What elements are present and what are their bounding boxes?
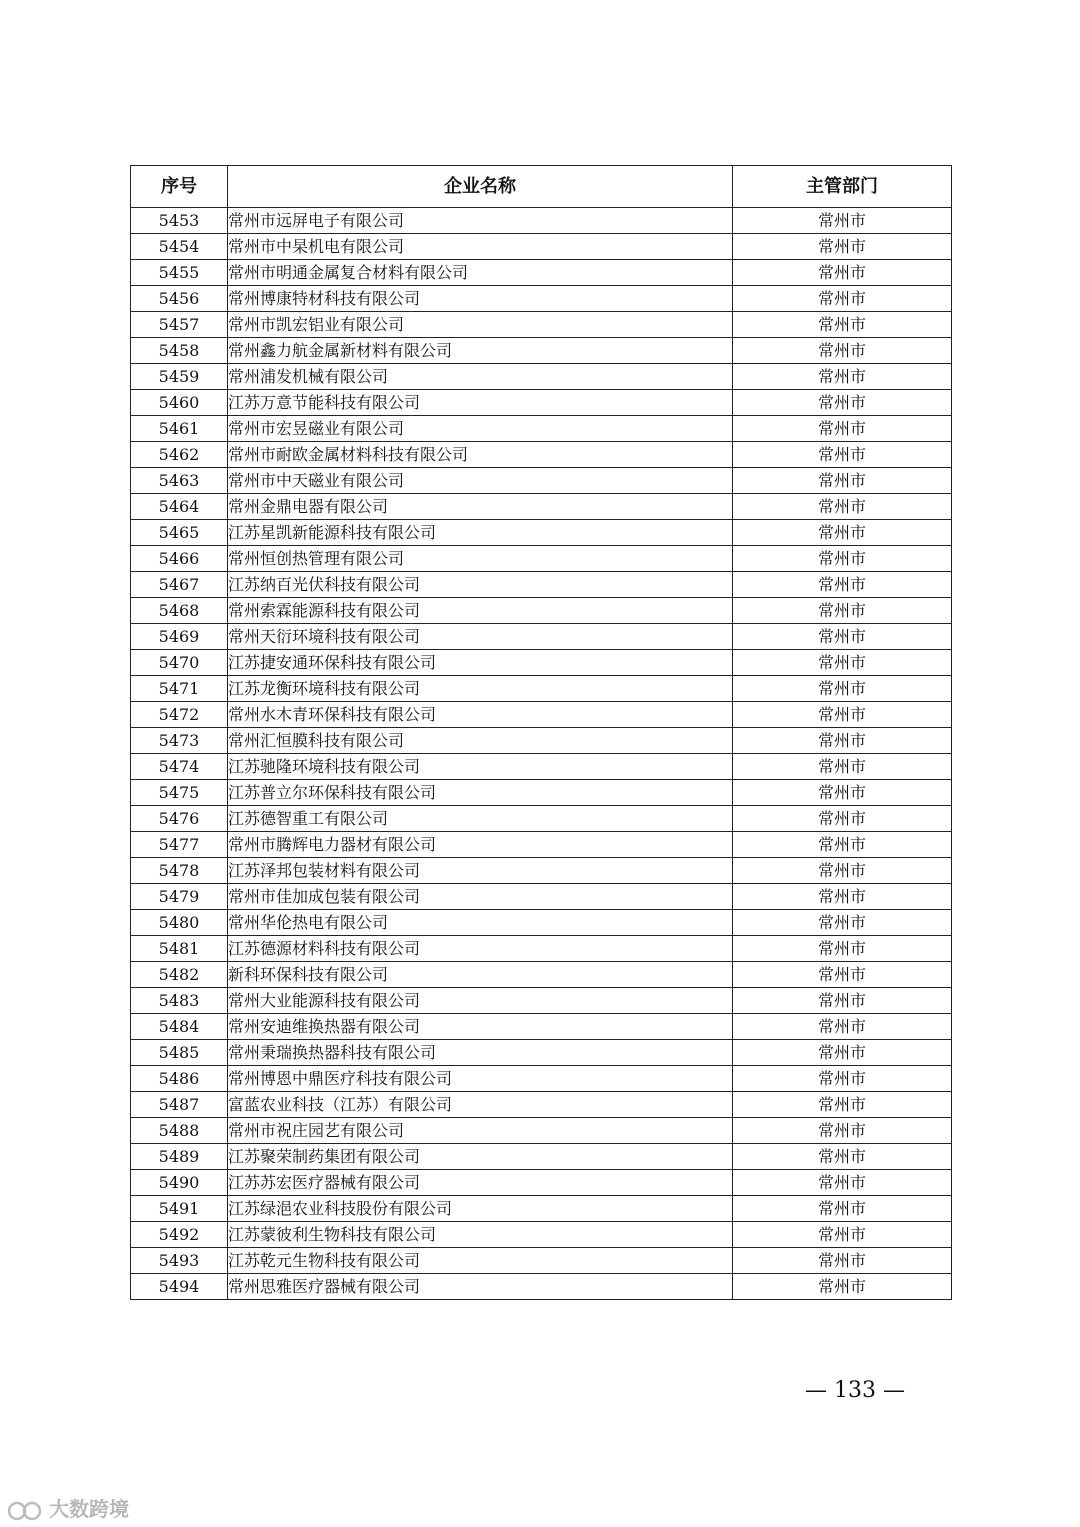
watermark-logo-icon xyxy=(8,1500,42,1522)
cell-department: 常州市 xyxy=(733,858,952,884)
cell-company-name: 江苏捷安通环保科技有限公司 xyxy=(228,650,733,676)
cell-department: 常州市 xyxy=(733,1222,952,1248)
cell-company-name: 富蓝农业科技（江苏）有限公司 xyxy=(228,1092,733,1118)
watermark xyxy=(8,1493,129,1522)
cell-department: 常州市 xyxy=(733,442,952,468)
table-row xyxy=(131,1222,952,1248)
cell-index: 5464 xyxy=(131,494,228,520)
cell-company-name: 江苏绿浥农业科技股份有限公司 xyxy=(228,1196,733,1222)
cell-company-name: 常州市耐欧金属材料科技有限公司 xyxy=(228,442,733,468)
table-row xyxy=(131,988,952,1014)
cell-index: 5463 xyxy=(131,468,228,494)
table-row xyxy=(131,338,952,364)
table-row xyxy=(131,1040,952,1066)
cell-department: 常州市 xyxy=(733,572,952,598)
cell-index: 5466 xyxy=(131,546,228,572)
table-row xyxy=(131,1066,952,1092)
table-row xyxy=(131,1118,952,1144)
cell-index: 5453 xyxy=(131,208,228,234)
cell-department: 常州市 xyxy=(733,988,952,1014)
cell-department: 常州市 xyxy=(733,1092,952,1118)
table-row xyxy=(131,312,952,338)
cell-company-name: 江苏德源材料科技有限公司 xyxy=(228,936,733,962)
cell-department: 常州市 xyxy=(733,1040,952,1066)
cell-index: 5482 xyxy=(131,962,228,988)
table-row xyxy=(131,910,952,936)
cell-company-name: 江苏纳百光伏科技有限公司 xyxy=(228,572,733,598)
cell-index: 5455 xyxy=(131,260,228,286)
cell-company-name: 常州华伦热电有限公司 xyxy=(228,910,733,936)
cell-department: 常州市 xyxy=(733,1118,952,1144)
cell-index: 5465 xyxy=(131,520,228,546)
header-index: 序号 xyxy=(131,166,228,208)
table-row xyxy=(131,442,952,468)
cell-company-name: 常州市佳加成包装有限公司 xyxy=(228,884,733,910)
cell-company-name: 江苏聚荣制药集团有限公司 xyxy=(228,1144,733,1170)
cell-department: 常州市 xyxy=(733,754,952,780)
cell-company-name: 常州市腾辉电力器材有限公司 xyxy=(228,832,733,858)
cell-index: 5468 xyxy=(131,598,228,624)
cell-department: 常州市 xyxy=(733,598,952,624)
table-row xyxy=(131,884,952,910)
cell-index: 5456 xyxy=(131,286,228,312)
enterprise-table xyxy=(130,165,952,1300)
cell-department: 常州市 xyxy=(733,468,952,494)
cell-index: 5454 xyxy=(131,234,228,260)
cell-department: 常州市 xyxy=(733,676,952,702)
cell-department: 常州市 xyxy=(733,650,952,676)
cell-department: 常州市 xyxy=(733,884,952,910)
table-row xyxy=(131,1092,952,1118)
cell-department: 常州市 xyxy=(733,1274,952,1300)
cell-index: 5483 xyxy=(131,988,228,1014)
cell-company-name: 江苏乾元生物科技有限公司 xyxy=(228,1248,733,1274)
cell-company-name: 常州金鼎电器有限公司 xyxy=(228,494,733,520)
table-row xyxy=(131,676,952,702)
table-header-row xyxy=(131,166,952,208)
table-row xyxy=(131,754,952,780)
cell-department: 常州市 xyxy=(733,832,952,858)
table-row xyxy=(131,780,952,806)
cell-index: 5481 xyxy=(131,936,228,962)
table-row xyxy=(131,364,952,390)
cell-department: 常州市 xyxy=(733,286,952,312)
cell-index: 5478 xyxy=(131,858,228,884)
cell-company-name: 常州秉瑞换热器科技有限公司 xyxy=(228,1040,733,1066)
cell-company-name: 常州索霖能源科技有限公司 xyxy=(228,598,733,624)
cell-index: 5469 xyxy=(131,624,228,650)
cell-department: 常州市 xyxy=(733,390,952,416)
cell-department: 常州市 xyxy=(733,1248,952,1274)
cell-department: 常州市 xyxy=(733,1066,952,1092)
table-row xyxy=(131,416,952,442)
table-row xyxy=(131,832,952,858)
cell-index: 5472 xyxy=(131,702,228,728)
cell-index: 5484 xyxy=(131,1014,228,1040)
cell-index: 5458 xyxy=(131,338,228,364)
cell-index: 5473 xyxy=(131,728,228,754)
cell-company-name: 江苏德智重工有限公司 xyxy=(228,806,733,832)
cell-company-name: 常州市中天磁业有限公司 xyxy=(228,468,733,494)
table-row xyxy=(131,624,952,650)
cell-department: 常州市 xyxy=(733,624,952,650)
cell-company-name: 常州汇恒膜科技有限公司 xyxy=(228,728,733,754)
cell-company-name: 常州市明通金属复合材料有限公司 xyxy=(228,260,733,286)
table-row xyxy=(131,286,952,312)
cell-company-name: 江苏蒙彼利生物科技有限公司 xyxy=(228,1222,733,1248)
cell-company-name: 新科环保科技有限公司 xyxy=(228,962,733,988)
table-row xyxy=(131,546,952,572)
cell-index: 5471 xyxy=(131,676,228,702)
table-row xyxy=(131,1170,952,1196)
cell-index: 5457 xyxy=(131,312,228,338)
cell-department: 常州市 xyxy=(733,494,952,520)
cell-department: 常州市 xyxy=(733,312,952,338)
table-row xyxy=(131,520,952,546)
cell-department: 常州市 xyxy=(733,936,952,962)
cell-company-name: 常州博恩中鼎医疗科技有限公司 xyxy=(228,1066,733,1092)
table-row xyxy=(131,702,952,728)
cell-index: 5476 xyxy=(131,806,228,832)
table-row xyxy=(131,858,952,884)
cell-department: 常州市 xyxy=(733,1196,952,1222)
cell-company-name: 常州大业能源科技有限公司 xyxy=(228,988,733,1014)
page-number: — 133 — xyxy=(805,1378,905,1403)
table-row xyxy=(131,260,952,286)
cell-department: 常州市 xyxy=(733,702,952,728)
cell-company-name: 常州市宏昱磁业有限公司 xyxy=(228,416,733,442)
cell-index: 5493 xyxy=(131,1248,228,1274)
cell-company-name: 常州安迪维换热器有限公司 xyxy=(228,1014,733,1040)
cell-department: 常州市 xyxy=(733,260,952,286)
cell-company-name: 常州水木青环保科技有限公司 xyxy=(228,702,733,728)
table-row xyxy=(131,962,952,988)
cell-company-name: 常州市中杲机电有限公司 xyxy=(228,234,733,260)
table-row xyxy=(131,650,952,676)
cell-department: 常州市 xyxy=(733,234,952,260)
cell-department: 常州市 xyxy=(733,780,952,806)
cell-index: 5470 xyxy=(131,650,228,676)
cell-company-name: 常州天衍环境科技有限公司 xyxy=(228,624,733,650)
cell-company-name: 常州市祝庄园艺有限公司 xyxy=(228,1118,733,1144)
cell-company-name: 江苏星凯新能源科技有限公司 xyxy=(228,520,733,546)
cell-index: 5459 xyxy=(131,364,228,390)
table-row xyxy=(131,208,952,234)
cell-company-name: 常州市凯宏铝业有限公司 xyxy=(228,312,733,338)
cell-department: 常州市 xyxy=(733,962,952,988)
watermark-text: 大数跨境 xyxy=(48,1497,129,1521)
cell-index: 5494 xyxy=(131,1274,228,1300)
header-company-name: 企业名称 xyxy=(228,166,733,208)
cell-index: 5490 xyxy=(131,1170,228,1196)
cell-department: 常州市 xyxy=(733,728,952,754)
cell-department: 常州市 xyxy=(733,1144,952,1170)
cell-company-name: 常州浦发机械有限公司 xyxy=(228,364,733,390)
cell-department: 常州市 xyxy=(733,546,952,572)
table-row xyxy=(131,1248,952,1274)
cell-index: 5492 xyxy=(131,1222,228,1248)
cell-index: 5461 xyxy=(131,416,228,442)
cell-department: 常州市 xyxy=(733,364,952,390)
table-row xyxy=(131,1196,952,1222)
cell-index: 5475 xyxy=(131,780,228,806)
cell-index: 5486 xyxy=(131,1066,228,1092)
cell-department: 常州市 xyxy=(733,806,952,832)
cell-index: 5488 xyxy=(131,1118,228,1144)
cell-index: 5477 xyxy=(131,832,228,858)
cell-index: 5485 xyxy=(131,1040,228,1066)
cell-index: 5489 xyxy=(131,1144,228,1170)
table-row xyxy=(131,468,952,494)
cell-index: 5462 xyxy=(131,442,228,468)
cell-company-name: 江苏万意节能科技有限公司 xyxy=(228,390,733,416)
table-row xyxy=(131,494,952,520)
table-row xyxy=(131,598,952,624)
cell-index: 5491 xyxy=(131,1196,228,1222)
cell-index: 5467 xyxy=(131,572,228,598)
cell-department: 常州市 xyxy=(733,416,952,442)
cell-company-name: 常州思雅医疗器械有限公司 xyxy=(228,1274,733,1300)
cell-department: 常州市 xyxy=(733,910,952,936)
cell-index: 5487 xyxy=(131,1092,228,1118)
cell-department: 常州市 xyxy=(733,338,952,364)
table-row xyxy=(131,936,952,962)
table-row xyxy=(131,1274,952,1300)
cell-company-name: 常州博康特材科技有限公司 xyxy=(228,286,733,312)
table-row xyxy=(131,234,952,260)
table-row xyxy=(131,572,952,598)
table-row xyxy=(131,1144,952,1170)
cell-department: 常州市 xyxy=(733,208,952,234)
cell-index: 5460 xyxy=(131,390,228,416)
cell-company-name: 常州市远屏电子有限公司 xyxy=(228,208,733,234)
cell-index: 5474 xyxy=(131,754,228,780)
cell-department: 常州市 xyxy=(733,1170,952,1196)
cell-index: 5479 xyxy=(131,884,228,910)
cell-department: 常州市 xyxy=(733,1014,952,1040)
cell-company-name: 常州鑫力航金属新材料有限公司 xyxy=(228,338,733,364)
cell-company-name: 江苏苏宏医疗器械有限公司 xyxy=(228,1170,733,1196)
cell-company-name: 江苏普立尔环保科技有限公司 xyxy=(228,780,733,806)
cell-company-name: 常州恒创热管理有限公司 xyxy=(228,546,733,572)
table-row xyxy=(131,1014,952,1040)
table-row xyxy=(131,806,952,832)
cell-company-name: 江苏泽邦包装材料有限公司 xyxy=(228,858,733,884)
cell-company-name: 江苏驰隆环境科技有限公司 xyxy=(228,754,733,780)
cell-company-name: 江苏龙衡环境科技有限公司 xyxy=(228,676,733,702)
cell-index: 5480 xyxy=(131,910,228,936)
table-row xyxy=(131,728,952,754)
table-row xyxy=(131,390,952,416)
cell-department: 常州市 xyxy=(733,520,952,546)
header-department: 主管部门 xyxy=(733,166,952,208)
